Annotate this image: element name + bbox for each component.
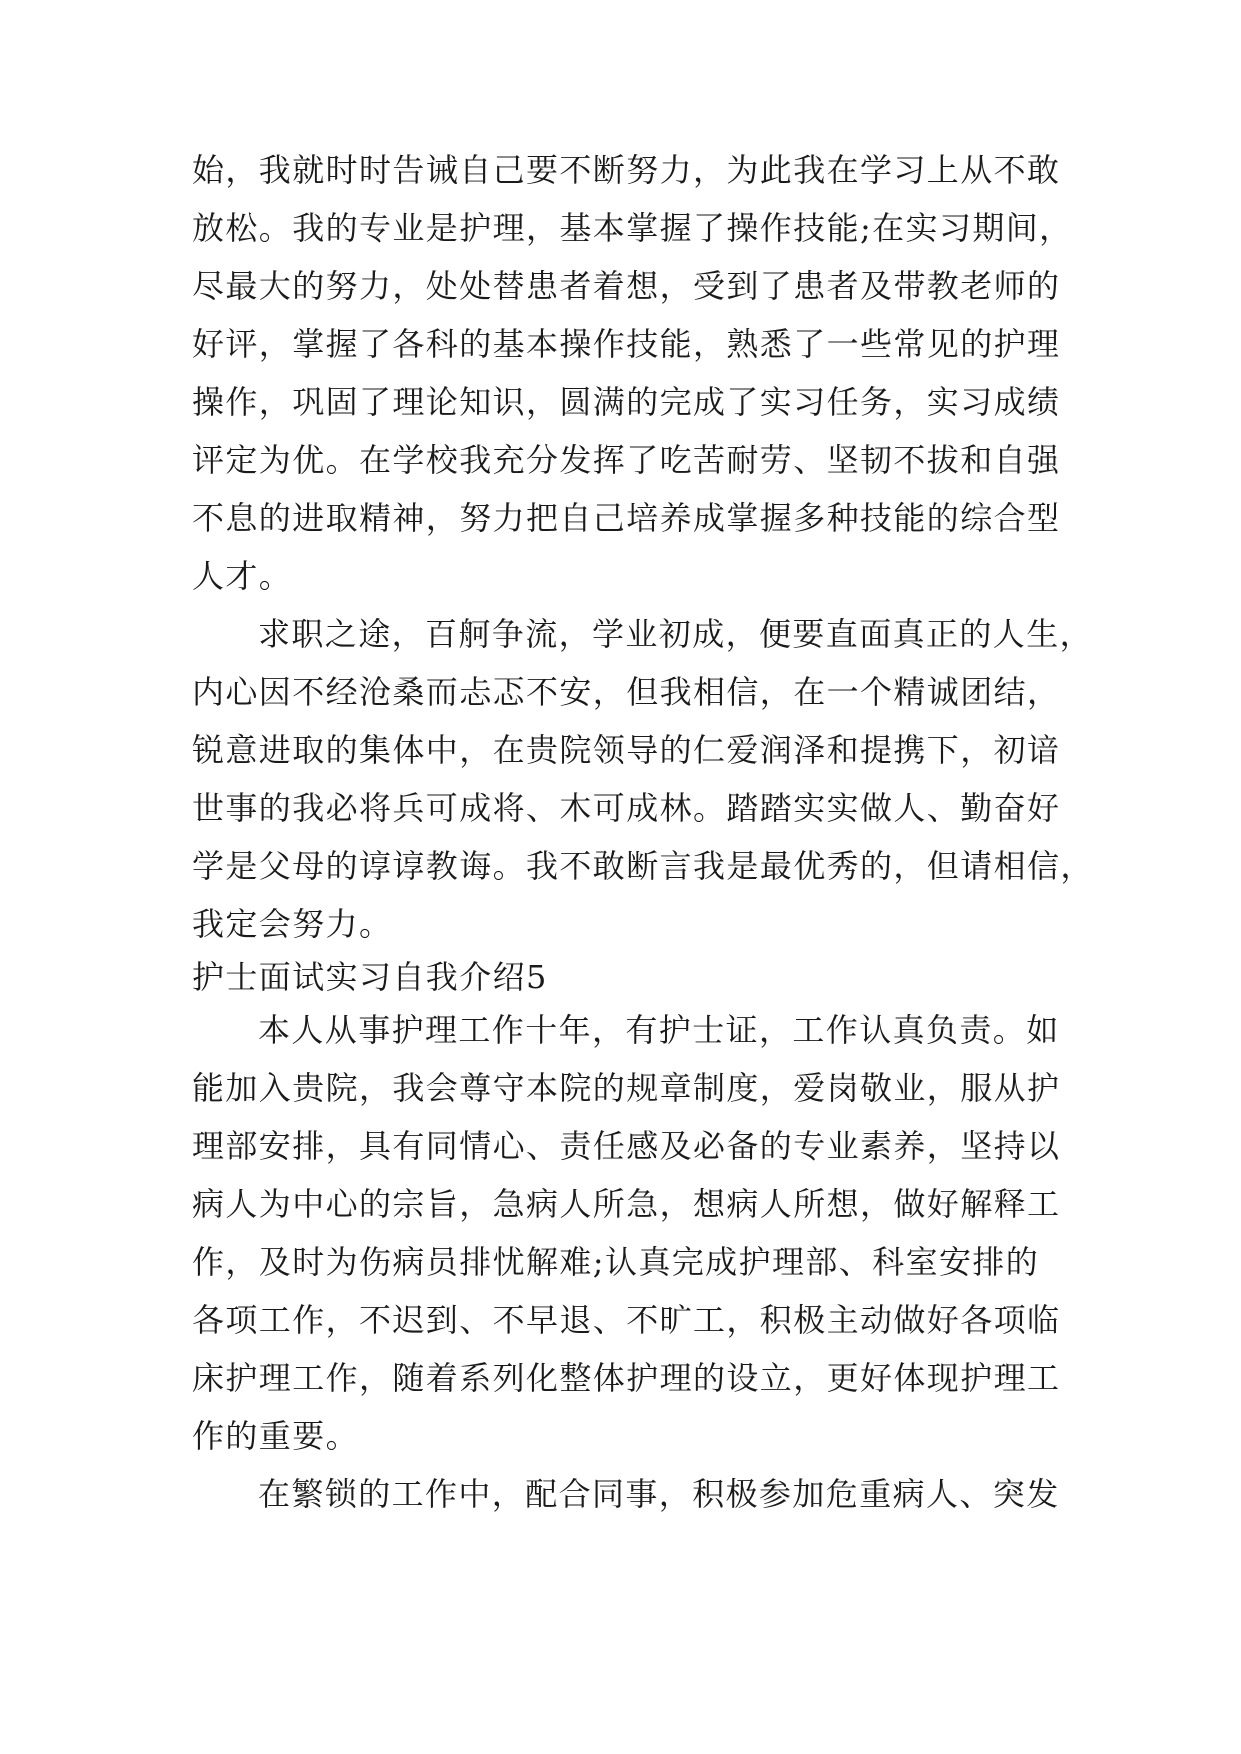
body-text-line: 各项工作，不迟到、不早退、不旷工，积极主动做好各项临 <box>192 1301 1061 1339</box>
body-text-line: 理部安排，具有同情心、责任感及必备的专业素养，坚持以 <box>192 1127 1061 1165</box>
body-text-line: 好评，掌握了各科的基本操作技能，熟悉了一些常见的护理 <box>192 325 1061 363</box>
body-text-line: 始，我就时时告诫自己要不断努力，为此我在学习上从不敢 <box>192 151 1061 189</box>
body-text-line: 放松。我的专业是护理，基本掌握了操作技能;在实习期间， <box>192 209 1073 247</box>
body-text-line: 作的重要。 <box>192 1417 360 1455</box>
body-text-line: 能加入贵院，我会尊守本院的规章制度，爱岗敬业，服从护 <box>192 1069 1061 1107</box>
body-text-line: 尽最大的努力，处处替患者着想，受到了患者及带教老师的 <box>192 267 1061 305</box>
body-text-line: 锐意进取的集体中，在贵院领导的仁爱润泽和提携下，初谙 <box>192 731 1061 769</box>
body-text-line: 床护理工作，随着系列化整体护理的设立，更好体现护理工 <box>192 1359 1061 1397</box>
section-heading: 护士面试实习自我介绍5 <box>192 958 548 996</box>
body-text-line: 内心因不经沧桑而忐忑不安，但我相信，在一个精诚团结， <box>192 673 1061 711</box>
paragraph-first-line: 在繁锁的工作中，配合同事，积极参加危重病人、突发 <box>258 1475 1060 1513</box>
body-text-line: 操作，巩固了理论知识，圆满的完成了实习任务，实习成绩 <box>192 383 1061 421</box>
paragraph-first-line: 本人从事护理工作十年，有护士证，工作认真负责。如 <box>258 1011 1060 1049</box>
body-text-line: 作，及时为伤病员排忧解难;认真完成护理部、科室安排的 <box>192 1243 1040 1281</box>
body-text-line: 人才。 <box>192 557 293 595</box>
body-text-line: 不息的进取精神，努力把自己培养成掌握多种技能的综合型 <box>192 499 1061 537</box>
body-text-line: 世事的我必将兵可成将、木可成林。踏踏实实做人、勤奋好 <box>192 789 1061 827</box>
body-text-line: 学是父母的谆谆教诲。我不敢断言我是最优秀的，但请相信， <box>192 847 1094 885</box>
paragraph-first-line: 求职之途，百舸争流，学业初成，便要直面真正的人生， <box>258 615 1094 653</box>
body-text-line: 我定会努力。 <box>192 905 393 943</box>
body-text-line: 评定为优。在学校我充分发挥了吃苦耐劳、坚韧不拔和自强 <box>192 441 1061 479</box>
body-text-line: 病人为中心的宗旨，急病人所急，想病人所想，做好解释工 <box>192 1185 1061 1223</box>
